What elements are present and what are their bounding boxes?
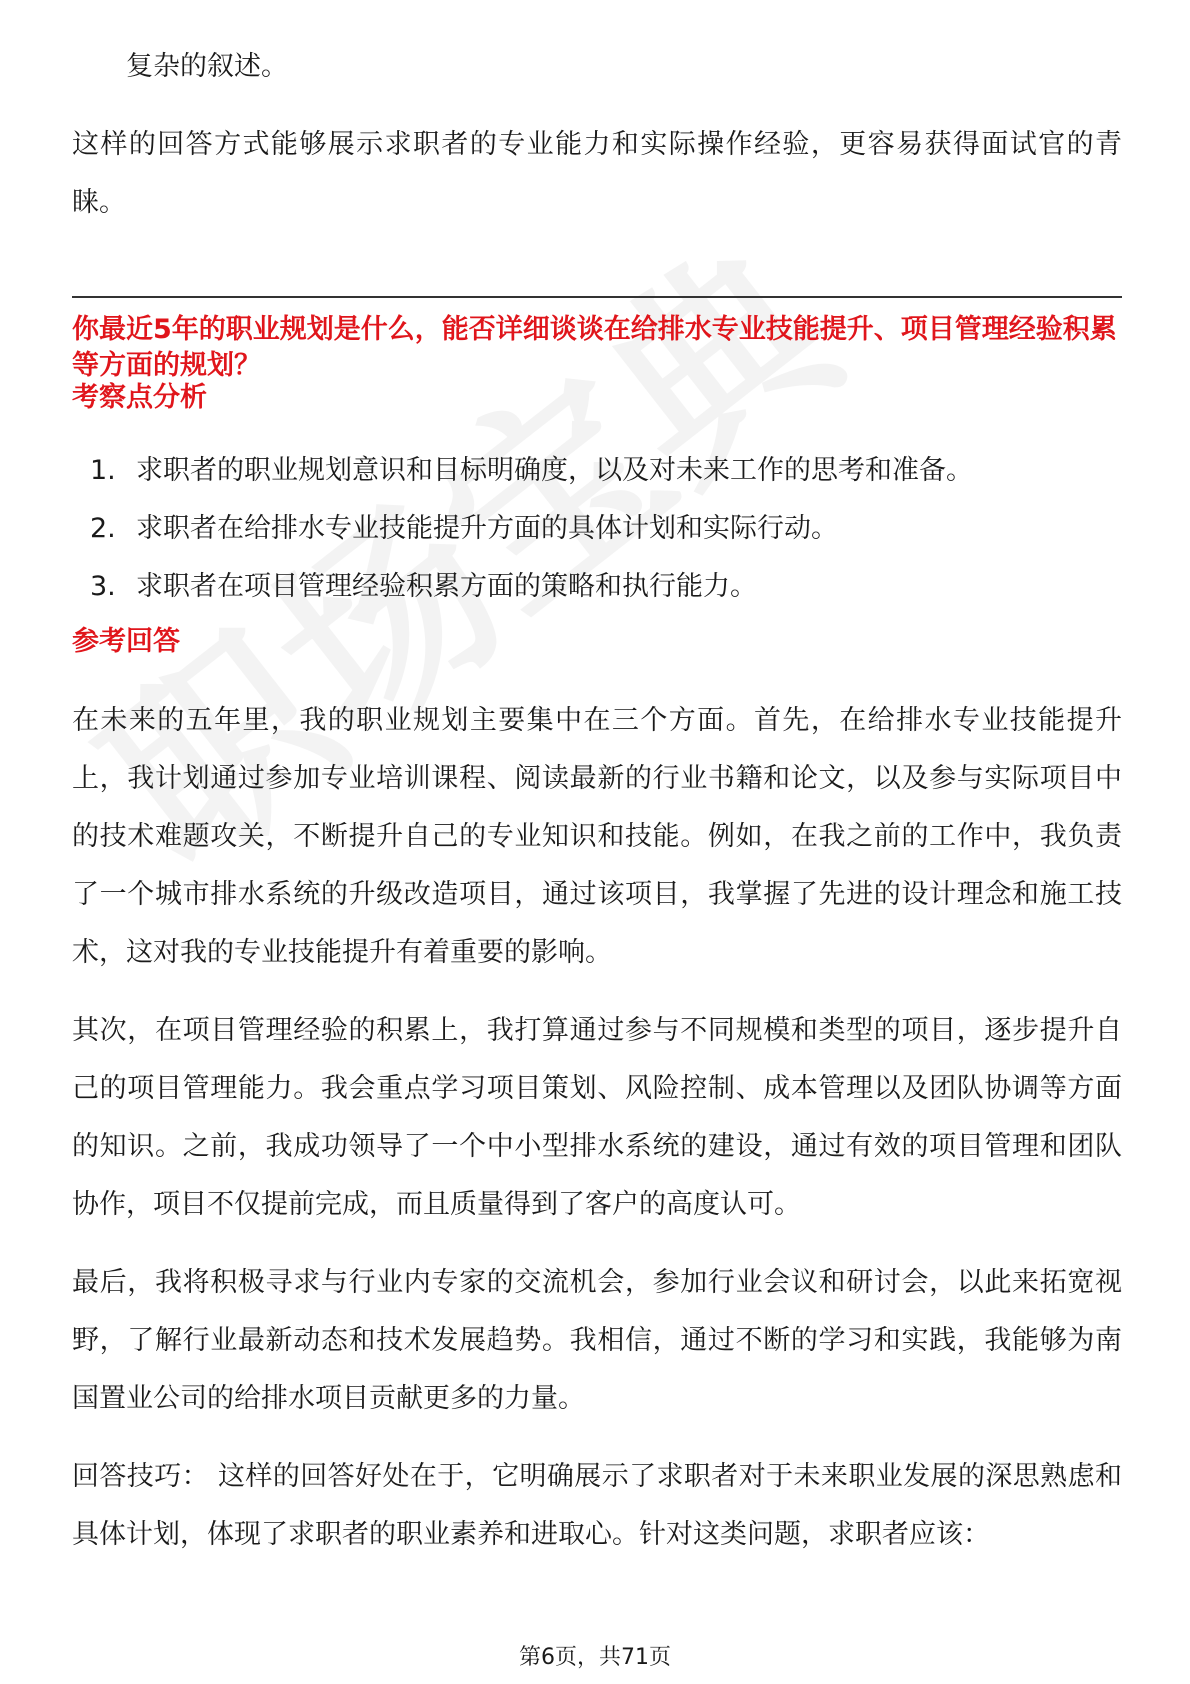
answer-paragraph: 其次，在项目管理经验的积累上，我打算通过参与不同规模和类型的项目，逐步提升自己的项目管理能力。我会重点学习项目策划、风险控制、成本管理以及团队协调等方面的知识。之前，我成功领导了一个中小型排水系统的建设，通过有效的项目管理和团队协作，项目不仅提前完成，而且质量得到了客户的高度认可。 xyxy=(72,1015,1122,1220)
list-item-number: 3. xyxy=(90,571,116,602)
list-item-text: 求职者在给排水专业技能提升方面的具体计划和实际行动。 xyxy=(136,513,838,544)
list-item xyxy=(72,558,1122,616)
page-footer: 第6页，共71页 xyxy=(519,1645,671,1670)
answer-section xyxy=(72,624,1122,1564)
list-item-text: 求职者的职业规划意识和目标明确度，以及对未来工作的思考和准备。 xyxy=(136,455,973,486)
question-title: 你最近5年的职业规划是什么，能否详细谈谈在给排水专业技能提升、项目管理经验积累等方面的规划？ xyxy=(72,314,1117,381)
analysis-list xyxy=(72,442,1122,616)
list-item-number: 1. xyxy=(90,455,116,486)
list-item-number: 2. xyxy=(90,513,116,544)
continued-line: 复杂的叙述。 xyxy=(126,51,288,82)
answer-paragraph: 最后，我将积极寻求与行业内专家的交流机会，参加行业会议和研讨会，以此来拓宽视野，了解行业最新动态和技术发展趋势。我相信，通过不断的学习和实践，我能够为南国置业公司的给排水项目贡献更多的力量。 xyxy=(72,1267,1122,1414)
list-item-text: 求职者在项目管理经验积累方面的策略和执行能力。 xyxy=(136,571,757,602)
list-item xyxy=(72,500,1122,558)
closing-paragraph: 这样的回答方式能够展示求职者的专业能力和实际操作经验，更容易获得面试官的青睐。 xyxy=(72,129,1122,218)
answer-tips: 回答技巧： 这样的回答好处在于，它明确展示了求职者对于未来职业发展的深思熟虑和具体计划，体现了求职者的职业素养和进取心。针对这类问题，求职者应该： xyxy=(72,1461,1122,1550)
question-block xyxy=(72,312,1122,384)
analysis-section xyxy=(72,380,1122,616)
answer-paragraph: 在未来的五年里，我的职业规划主要集中在三个方面。首先，在给排水专业技能提升上，我计划通过参加专业培训课程、阅读最新的行业书籍和论文，以及参与实际项目中的技术难题攻关，不断提升自己的专业知识和技能。例如，在我之前的工作中，我负责了一个城市排水系统的升级改造项目，通过该项目，我掌握了先进的设计理念和施工技术，这对我的专业技能提升有着重要的影响。 xyxy=(72,705,1122,968)
section-divider xyxy=(72,296,1122,298)
answer-heading: 参考回答 xyxy=(72,626,180,657)
list-item xyxy=(72,442,1122,500)
analysis-heading: 考察点分析 xyxy=(72,382,207,413)
intro-block xyxy=(72,38,1122,232)
